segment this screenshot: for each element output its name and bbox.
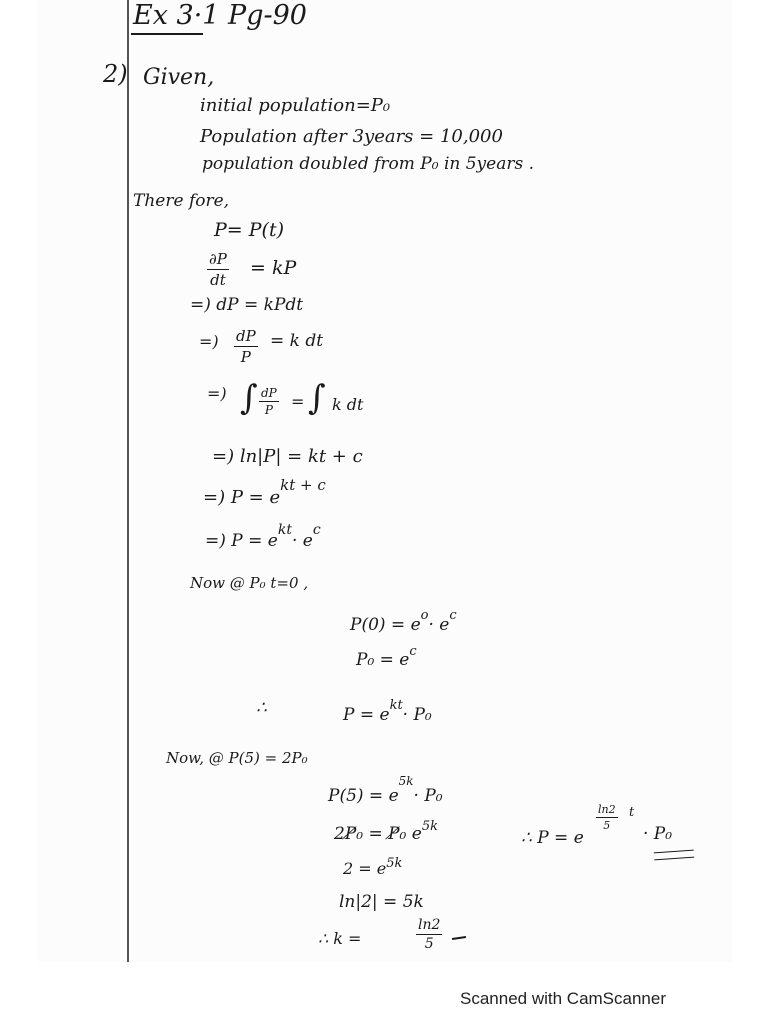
initial-eq-3 (343, 698, 432, 725)
doubling-eq-3 (343, 856, 403, 878)
fraction-denominator: P (264, 403, 273, 417)
exponent: 5k (421, 819, 438, 834)
equation-base: =) P = e (203, 487, 281, 508)
dp-p-fraction (234, 327, 258, 366)
derivation-line-5-equals: = (291, 392, 305, 411)
final-answer (521, 830, 584, 847)
fraction-numerator: ln2 (418, 917, 441, 933)
fraction-numerator: ∂P (209, 250, 227, 268)
page-title: Ex 3·1 Pg-90 (133, 0, 307, 31)
derivation-line-5-rhs: k dt (332, 395, 364, 414)
fraction-numerator: dP (261, 386, 277, 400)
given-line-3: population doubled from P₀ in 5years . (202, 154, 535, 174)
therefore-symbol: ∴ (256, 698, 267, 718)
multiply-e: · e (428, 615, 450, 635)
equation-base: P₀ = e (356, 650, 410, 670)
fraction-numerator: dP (236, 327, 256, 345)
margin-line (127, 0, 129, 962)
fraction-denominator: 5 (603, 819, 611, 832)
equation-base: 2 = e (343, 859, 387, 878)
exponent: 5k (386, 856, 403, 871)
exponent: 5k (398, 774, 414, 788)
dp-dt-fraction (207, 250, 229, 289)
doubling-eq-4: ln|2| = 5k (339, 892, 424, 912)
given-line-1: initial population=P₀ (200, 95, 391, 116)
multiply-e: · e (291, 531, 313, 551)
derivation-line-4-rhs: = k dt (270, 331, 324, 351)
derivation-line-1: P= P(t) (214, 219, 284, 241)
derivation-line-3: =) dP = kPdt (190, 295, 304, 315)
initial-condition-label: Now @ P₀ t=0 , (190, 574, 309, 592)
exponent: kt (389, 698, 403, 713)
scanner-watermark: Scanned with CamScanner (460, 989, 667, 1008)
problem-number: 2) (103, 60, 128, 88)
initial-eq-2 (356, 644, 417, 670)
initial-eq-1 (350, 608, 457, 635)
integral-sign: ∫ (308, 378, 326, 418)
derivation-line-5-pre: =) (207, 384, 227, 403)
times-p0: · P₀ (413, 786, 443, 806)
fraction-numerator: ln2 (598, 803, 616, 816)
given-label: Given, (143, 65, 215, 90)
times-p0: · P₀ (402, 705, 432, 725)
doubling-eq-2 (334, 819, 438, 844)
exponent: kt (277, 522, 292, 538)
equation-base: P(5) = e (328, 786, 399, 806)
final-exponent-t: t (629, 805, 635, 820)
ln2-over-5-fraction (416, 917, 442, 952)
derivation-line-4-pre: =) (199, 332, 219, 351)
equation-base: P(0) = e (350, 615, 421, 635)
final-answer-tail: · P₀ (643, 824, 673, 844)
doubling-label: Now, @ P(5) = 2P₀ (166, 749, 308, 767)
doubling-eq-1 (328, 774, 443, 806)
therefore-label: There fore, (133, 191, 230, 211)
exponent: c (449, 608, 457, 623)
exponent: kt + c (280, 476, 326, 494)
fraction-denominator: P (240, 348, 251, 366)
derivation-line-7 (203, 476, 326, 508)
given-line-2: Population after 3years = 10,000 (200, 126, 503, 147)
exponent: c (409, 644, 417, 659)
final-exponent-fraction (596, 803, 618, 832)
derivation-line-6: =) ln|P| = kt + c (212, 446, 363, 467)
equation-base: 2P̸₀ = P̸₀ e (334, 824, 422, 844)
dp-p-integrand (259, 386, 279, 417)
integral-sign: ∫ (240, 378, 258, 418)
equation-base: P = e (343, 705, 390, 725)
derivation-line-2-rhs: = kP (250, 257, 297, 279)
fraction-denominator: dt (210, 271, 226, 289)
equation-base: =) P = e (205, 531, 278, 551)
fraction-denominator: 5 (424, 936, 434, 952)
equation-base: ∴ P = e (521, 828, 584, 848)
exponent: o (420, 608, 429, 623)
title-underline (131, 33, 203, 35)
derivation-line-8 (205, 522, 321, 551)
exponent: c (312, 522, 321, 538)
doubling-eq-5-pre: ∴ k = (318, 929, 362, 948)
